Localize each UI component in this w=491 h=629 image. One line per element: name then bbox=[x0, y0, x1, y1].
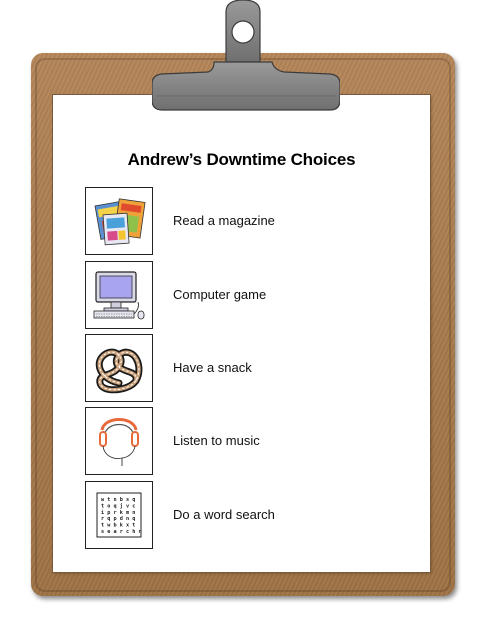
magazine-icon bbox=[86, 188, 152, 254]
choice-item[interactable] bbox=[85, 334, 405, 402]
clipboard-clip-icon bbox=[152, 0, 340, 112]
word-search-row: t w b k x t bbox=[101, 522, 136, 529]
pretzel-icon bbox=[86, 335, 152, 401]
word-search-row: i p r k m n bbox=[101, 509, 136, 516]
choice-icon-frame bbox=[85, 407, 153, 475]
choice-icon-frame bbox=[85, 187, 153, 255]
choice-label: Have a snack bbox=[173, 360, 252, 375]
choice-label: Do a word search bbox=[173, 507, 275, 522]
choice-label: Listen to music bbox=[173, 433, 260, 448]
choice-label: Read a magazine bbox=[173, 213, 275, 228]
word-search-icon bbox=[86, 482, 152, 548]
choice-item[interactable] bbox=[85, 187, 405, 255]
headphones-icon bbox=[86, 408, 152, 474]
page-title: Andrew’s Downtime Choices bbox=[127, 150, 356, 169]
word-search-row: s e a r c h n bbox=[101, 529, 142, 535]
choice-icon-frame bbox=[85, 261, 153, 329]
choice-item[interactable] bbox=[85, 481, 405, 549]
choice-icon-frame bbox=[85, 334, 153, 402]
computer-icon bbox=[86, 262, 152, 328]
word-search-row: r q p d n q bbox=[101, 516, 136, 523]
word-search-row: t o q j v c bbox=[101, 503, 136, 510]
choice-item[interactable] bbox=[85, 261, 405, 329]
word-search-row: w t n b s q bbox=[101, 497, 136, 503]
choice-label: Computer game bbox=[173, 287, 267, 302]
choice-icon-frame bbox=[85, 481, 153, 549]
choice-item[interactable] bbox=[85, 407, 405, 475]
